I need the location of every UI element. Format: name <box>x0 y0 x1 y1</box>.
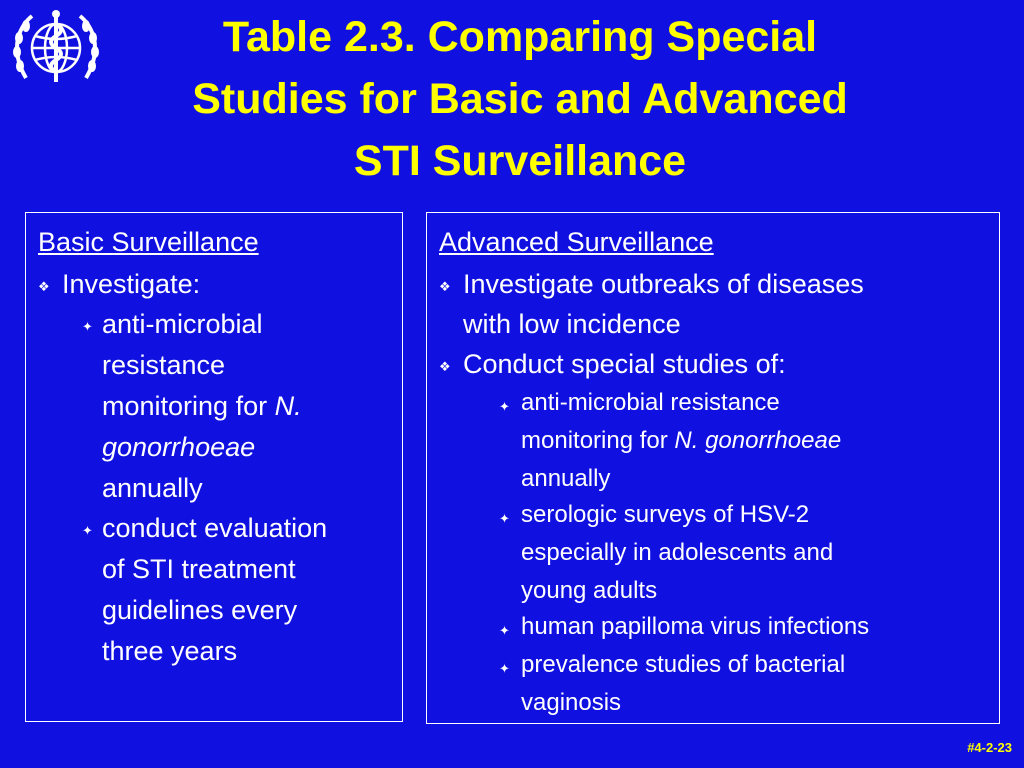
advanced-sub2-line2: especially in adolescents and <box>521 539 834 566</box>
flag-bullet-icon: ✦ <box>499 623 510 638</box>
basic-item1-line4: gonorrhoeae <box>102 432 256 462</box>
title-line-2: Studies for Basic and Advanced <box>192 75 848 123</box>
who-emblem-logo <box>8 8 104 90</box>
basic-item2-line3: guidelines every <box>102 595 298 625</box>
advanced-sub1-line1: anti-microbial resistance <box>521 389 780 416</box>
diamond-bullet-icon: ❖ <box>38 279 50 294</box>
basic-investigate: Investigate: <box>62 269 201 299</box>
flag-bullet-icon: ✦ <box>82 523 93 538</box>
advanced-bullet2: Conduct special studies of: <box>463 349 786 379</box>
advanced-sub2-line3: young adults <box>521 577 658 604</box>
advanced-sub4-line1: prevalence studies of bacterial <box>521 651 846 678</box>
advanced-sub4-line2: vaginosis <box>521 689 622 716</box>
title-line-1: Table 2.3. Comparing Special <box>222 13 818 61</box>
basic-item2-line1: conduct evaluation <box>102 513 328 543</box>
basic-surveillance-box <box>25 212 403 722</box>
advanced-bullet1-line2: with low incidence <box>463 309 681 339</box>
flag-bullet-icon: ✦ <box>82 319 93 334</box>
advanced-sub2-line1: serologic surveys of HSV-2 <box>521 501 810 528</box>
advanced-sub1-line2: monitoring for N. gonorrhoeae <box>521 427 842 454</box>
advanced-sub1-line3: annually <box>521 465 611 492</box>
advanced-bullet1-line1: Investigate outbreaks of diseases <box>463 269 864 299</box>
flag-bullet-icon: ✦ <box>499 661 510 676</box>
advanced-surveillance-box <box>426 212 1000 724</box>
basic-item1-line1: anti-microbial <box>102 309 263 339</box>
diamond-bullet-icon: ❖ <box>439 279 451 294</box>
basic-item1-line5: annually <box>102 473 203 503</box>
title-line-3: STI Surveillance <box>353 137 687 185</box>
advanced-heading: Advanced Surveillance <box>439 227 714 257</box>
basic-item2-line2: of STI treatment <box>102 554 296 584</box>
slide-title <box>100 6 940 192</box>
flag-bullet-icon: ✦ <box>499 399 510 414</box>
basic-heading: Basic Surveillance <box>38 227 259 257</box>
basic-item1-line2: resistance <box>102 350 226 380</box>
advanced-sub3: human papilloma virus infections <box>521 613 870 640</box>
diamond-bullet-icon: ❖ <box>439 359 451 374</box>
basic-item2-line4: three years <box>102 636 238 666</box>
slide-number: #4-2-23 <box>967 740 1012 755</box>
basic-item1-line3: monitoring for N. <box>102 391 302 421</box>
flag-bullet-icon: ✦ <box>499 511 510 526</box>
